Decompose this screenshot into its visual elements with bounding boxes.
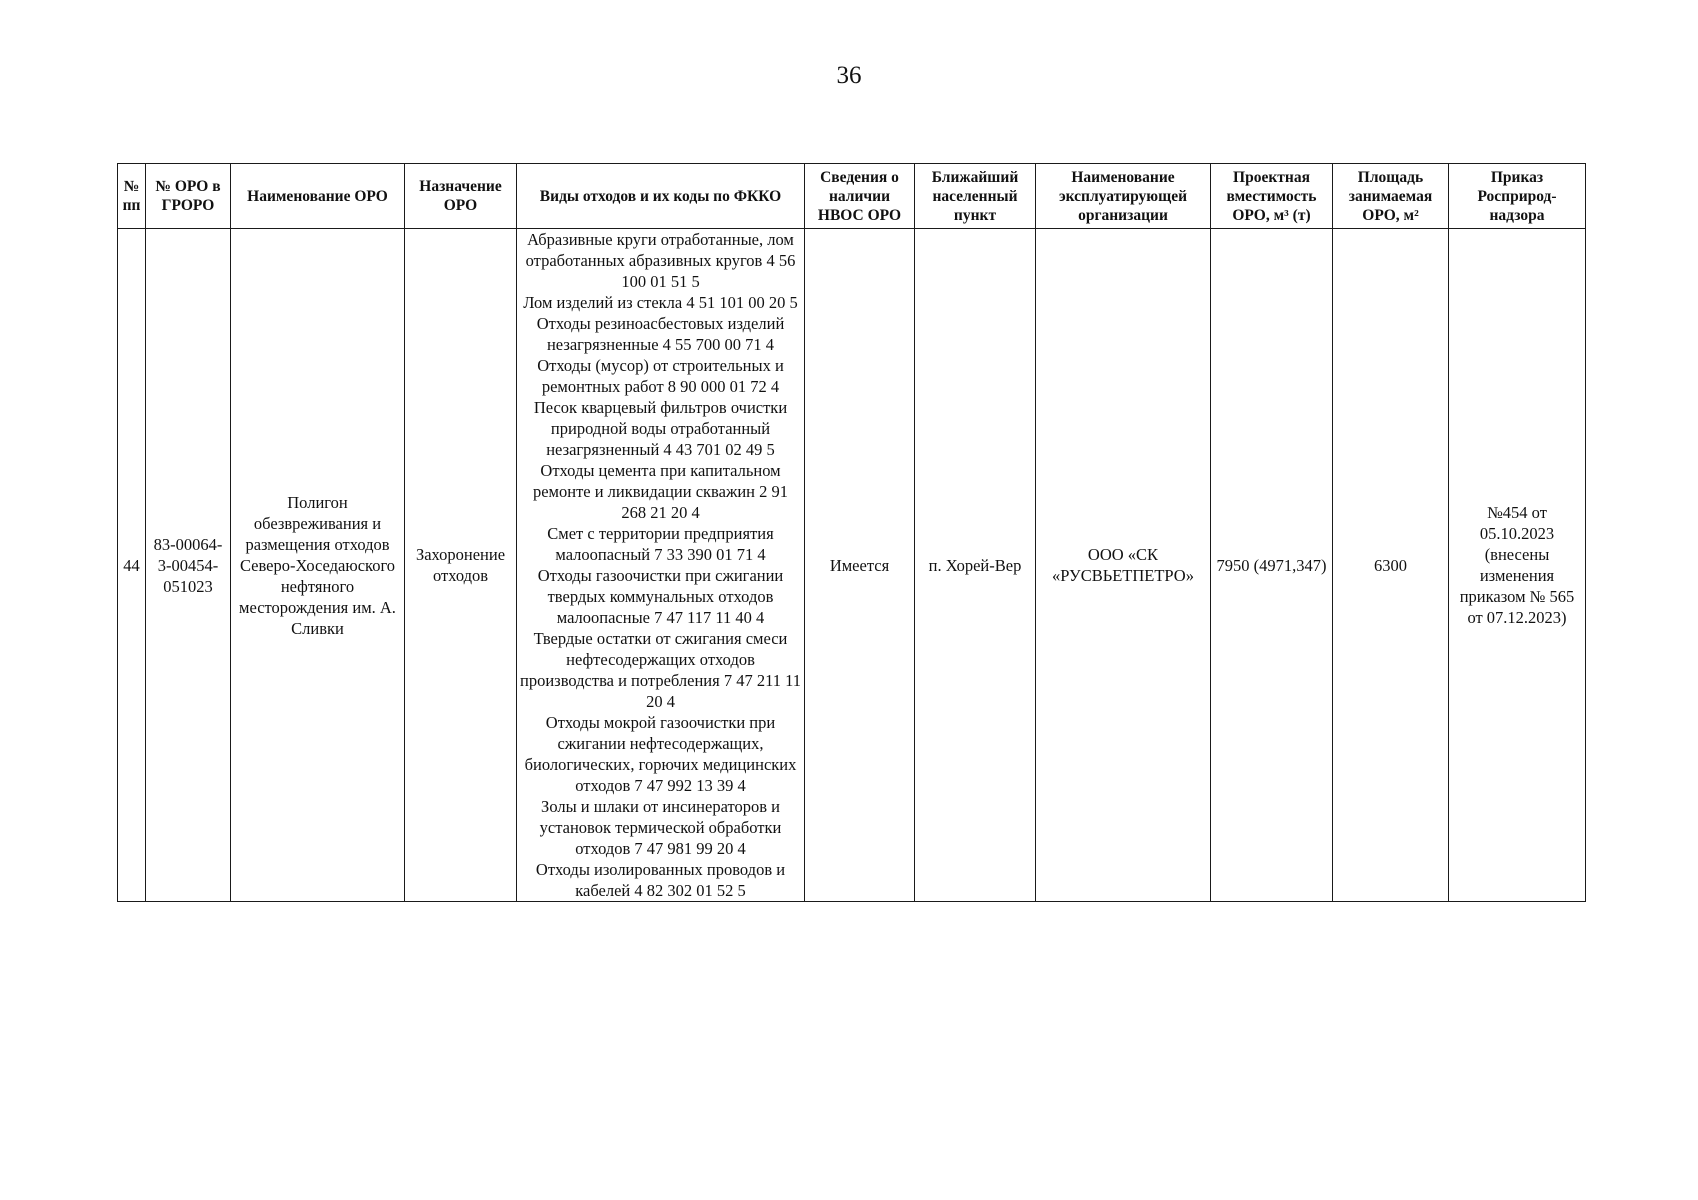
page-number: 36 <box>836 62 862 89</box>
waste-item: Твердые остатки от сжигания смеси нефтесодержащих отходов производства и потребления 7 47 211 11 20 4 <box>520 629 801 711</box>
header-row-number: № пп <box>118 164 146 229</box>
facility-purpose: Захоронение отходов <box>405 229 517 902</box>
header-order: Приказ Росприрод-надзора <box>1449 164 1586 229</box>
operating-organization: ООО «СК «РУСВЬЕТПЕТРО» <box>1036 229 1211 902</box>
waste-facility-registry-table <box>117 163 1586 902</box>
waste-item: Лом изделий из стекла 4 51 101 00 20 5 <box>523 293 798 312</box>
waste-item: Отходы (мусор) от строительных и ремонтных работ 8 90 000 01 72 4 <box>537 356 784 396</box>
header-nvos: Сведения о наличии НВОС ОРО <box>805 164 915 229</box>
table-row <box>118 229 1586 902</box>
groro-number: 83-00064-3-00454-051023 <box>146 229 231 902</box>
waste-item: Отходы изолированных проводов и кабелей 4 82 302 01 52 5 <box>535 860 786 900</box>
header-waste-types: Виды отходов и их коды по ФККО <box>517 164 805 229</box>
header-purpose: Назначение ОРО <box>405 164 517 229</box>
facility-name: Полигон обезвреживания и размещения отходов Северо-Хоседаюского нефтяного месторождения им. А. Сливки <box>231 229 405 902</box>
rosprirodnadzor-order: №454 от 05.10.2023 (внесены изменения приказом № 565 от 07.12.2023) <box>1449 229 1586 902</box>
nearest-settlement: п. Хорей-Вер <box>915 229 1036 902</box>
nvos-status: Имеется <box>805 229 915 902</box>
waste-item: Абразивные круги отработанные, лом отработанных абразивных кругов 4 56 100 01 51 5 <box>525 230 796 291</box>
header-capacity: Проектная вместимость ОРО, м³ (т) <box>1211 164 1333 229</box>
table-header-row <box>118 164 1586 229</box>
waste-item: Отходы газоочистки при сжигании твердых коммунальных отходов малоопасные 7 47 117 11 40 4 <box>537 566 784 627</box>
occupied-area: 6300 <box>1333 229 1449 902</box>
waste-item: Отходы мокрой газоочистки при сжигании нефтесодержащих, биологических, горючих медицинских отходов 7 47 992 13 39 4 <box>524 713 797 795</box>
waste-item: Песок кварцевый фильтров очистки природной воды отработанный незагрязненный 4 43 701 02 49 5 <box>533 398 788 459</box>
header-settlement: Ближайший населенный пункт <box>915 164 1036 229</box>
header-organization: Наименование эксплуатирующей организации <box>1036 164 1211 229</box>
header-facility-name: Наименование ОРО <box>231 164 405 229</box>
header-area: Площадь занимаемая ОРО, м² <box>1333 164 1449 229</box>
waste-item: Отходы цемента при капитальном ремонте и ликвидации скважин 2 91 268 21 20 4 <box>532 461 789 522</box>
waste-item: Отходы резиноасбестовых изделий незагрязненные 4 55 700 00 71 4 <box>536 314 785 354</box>
design-capacity: 7950 (4971,347) <box>1211 229 1333 902</box>
waste-item: Смет с территории предприятия малоопасный 7 33 390 01 71 4 <box>547 524 774 564</box>
header-groro-number: № ОРО в ГРОРО <box>146 164 231 229</box>
waste-item: Золы и шлаки от инсинераторов и установок термической обработки отходов 7 47 981 99 20 4 <box>539 797 782 858</box>
row-number: 44 <box>118 229 146 902</box>
waste-types-cell <box>517 229 805 902</box>
